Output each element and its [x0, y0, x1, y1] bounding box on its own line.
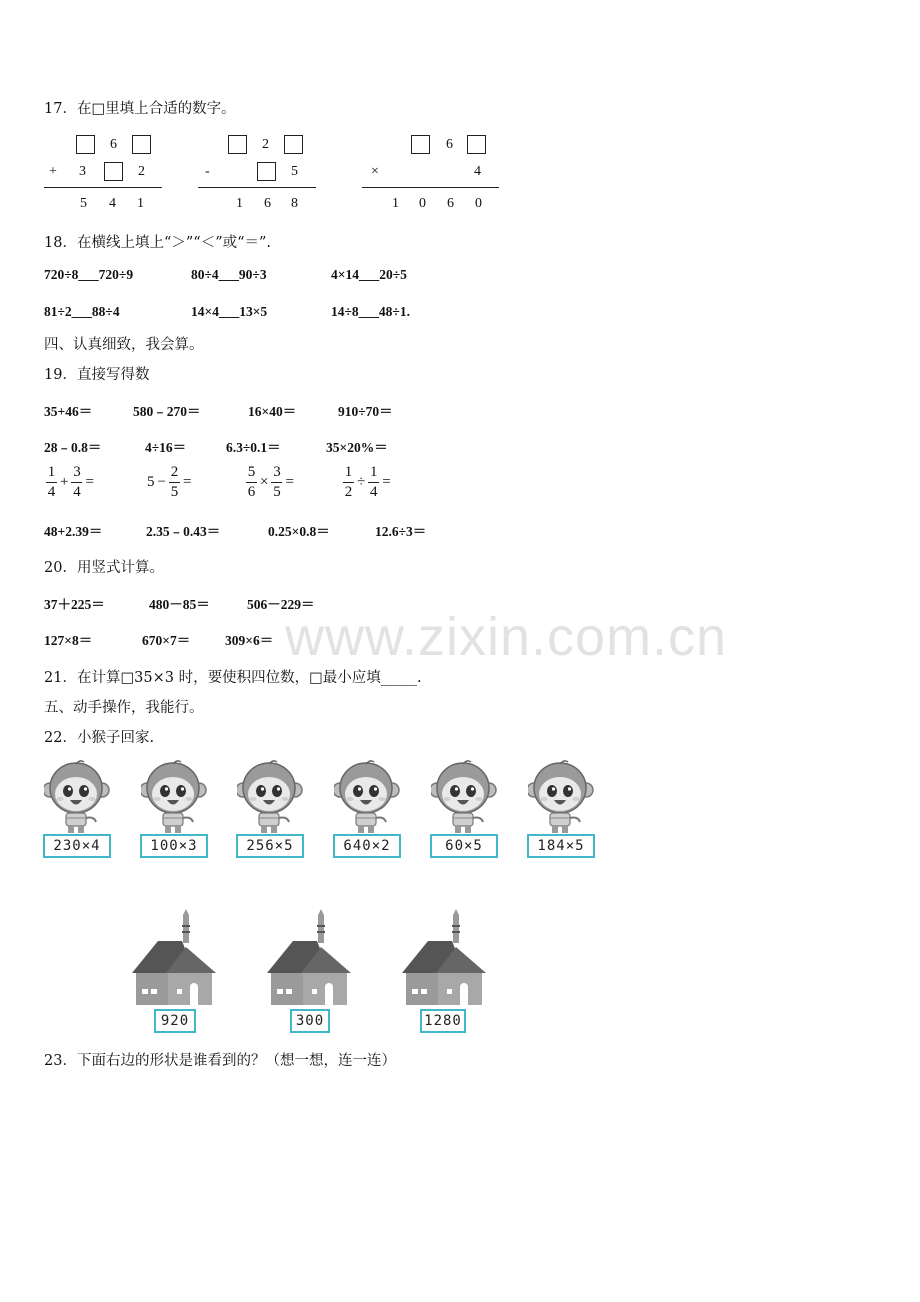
- fraction-expression: $\frac{5}{6}$ × $\frac{3}{5}$ =: [247, 464, 294, 500]
- digit: 2: [138, 164, 145, 179]
- digit: 5: [291, 164, 298, 179]
- digit: 4: [474, 164, 481, 179]
- digit: 6: [447, 196, 454, 211]
- house-icon: [267, 905, 351, 1007]
- answer-box[interactable]: [132, 135, 151, 154]
- fraction-expression: 5 − $\frac{2}{5}$ =: [147, 464, 192, 500]
- compare-item[interactable]: 720÷8___720÷9: [44, 267, 134, 282]
- calc-item: 16×40＝: [248, 404, 297, 419]
- compare-item[interactable]: 4×14___20÷5: [331, 267, 407, 282]
- monkey-icon: [44, 760, 112, 834]
- digit: 6: [446, 137, 453, 152]
- monkey-tag[interactable]: 640×2: [333, 834, 401, 858]
- monkey-tag[interactable]: 230×4: [43, 834, 111, 858]
- vertical-calc-item: 506－229＝: [247, 597, 315, 612]
- monkey-icon: [141, 760, 209, 834]
- q20-title: 20．用竖式计算。: [44, 560, 164, 576]
- monkey-tag[interactable]: 100×3: [140, 834, 208, 858]
- q18-title: 18．在横线上填上“＞”“＜”或“＝”.: [44, 235, 272, 251]
- answer-box[interactable]: [467, 135, 486, 154]
- monkey-icon: [334, 760, 402, 834]
- vertical-calc-item: 127×8＝: [44, 633, 93, 648]
- monkey-icon: [431, 760, 499, 834]
- house-tag[interactable]: 300: [290, 1009, 330, 1033]
- q21-text: 21．在计算□35×3 时，要使积四位数，□最小应填_____.: [44, 670, 422, 686]
- house-icon: [402, 905, 486, 1007]
- fraction-expression: $\frac{1}{2}$ ÷ $\frac{1}{4}$ =: [344, 464, 391, 500]
- times-sign: ×: [371, 164, 379, 179]
- plus-sign: +: [49, 164, 57, 179]
- digit: 2: [262, 137, 269, 152]
- digit: 1: [236, 196, 243, 211]
- answer-box[interactable]: [411, 135, 430, 154]
- q22-title: 22．小猴子回家.: [44, 730, 155, 746]
- section-four-heading: 四、认真细致，我会算。: [44, 337, 204, 353]
- q17-title: 17．在□里填上合适的数字。: [44, 101, 236, 117]
- q19-title: 19．直接写得数: [44, 367, 150, 383]
- monkey-tag[interactable]: 256×5: [236, 834, 304, 858]
- q23-title: 23．下面右边的形状是谁看到的？（想一想，连一连）: [44, 1053, 396, 1069]
- compare-item[interactable]: 14×4___13×5: [191, 304, 268, 319]
- calc-item: 35×20%＝: [326, 440, 388, 455]
- monkey-tag[interactable]: 60×5: [430, 834, 498, 858]
- calc-item: 910÷70＝: [338, 404, 393, 419]
- compare-item[interactable]: 81÷2___88÷4: [44, 304, 120, 319]
- minus-sign: -: [205, 164, 210, 179]
- digit: 1: [137, 196, 144, 211]
- calc-item: 4÷16＝: [145, 440, 187, 455]
- vertical-calc-item: 309×6＝: [225, 633, 274, 648]
- digit: 6: [264, 196, 271, 211]
- answer-box[interactable]: [104, 162, 123, 181]
- section-five-heading: 五、动手操作，我能行。: [44, 700, 204, 716]
- fraction-expression: $\frac{1}{4}$ + $\frac{3}{4}$ =: [47, 464, 94, 500]
- calc-item: 48+2.39＝: [44, 524, 103, 539]
- monkey-tag[interactable]: 184×5: [527, 834, 595, 858]
- answer-box[interactable]: [76, 135, 95, 154]
- digit: 6: [110, 137, 117, 152]
- vertical-calc-item: 480－85＝: [149, 597, 210, 612]
- house-icon: [132, 905, 216, 1007]
- calc-item: 35+46＝: [44, 404, 93, 419]
- vertical-calc-item: 37＋225＝: [44, 597, 105, 612]
- calc-item: 12.6÷3＝: [375, 524, 427, 539]
- compare-item[interactable]: 14÷8___48÷1.: [331, 304, 410, 319]
- calc-item: 6.3÷0.1＝: [226, 440, 281, 455]
- answer-box[interactable]: [228, 135, 247, 154]
- answer-box[interactable]: [257, 162, 276, 181]
- vertical-calc-item: 670×7＝: [142, 633, 191, 648]
- divider-line: [362, 187, 499, 188]
- digit: 4: [109, 196, 116, 211]
- house-tag[interactable]: 1280: [420, 1009, 466, 1033]
- calc-item: 28﹣0.8＝: [44, 440, 102, 455]
- divider-line: [44, 187, 162, 188]
- monkey-icon: [528, 760, 596, 834]
- monkey-icon: [237, 760, 305, 834]
- digit: 3: [79, 164, 86, 179]
- digit: 5: [80, 196, 87, 211]
- calc-item: 2.35﹣0.43＝: [146, 524, 221, 539]
- answer-box[interactable]: [284, 135, 303, 154]
- digit: 8: [291, 196, 298, 211]
- divider-line: [198, 187, 316, 188]
- digit: 0: [419, 196, 426, 211]
- calc-item: 0.25×0.8＝: [268, 524, 330, 539]
- digit: 1: [392, 196, 399, 211]
- calc-item: 580﹣270＝: [133, 404, 201, 419]
- house-tag[interactable]: 920: [154, 1009, 196, 1033]
- compare-item[interactable]: 80÷4___90÷3: [191, 267, 267, 282]
- watermark: www.zixin.com.cn: [285, 607, 728, 667]
- digit: 0: [475, 196, 482, 211]
